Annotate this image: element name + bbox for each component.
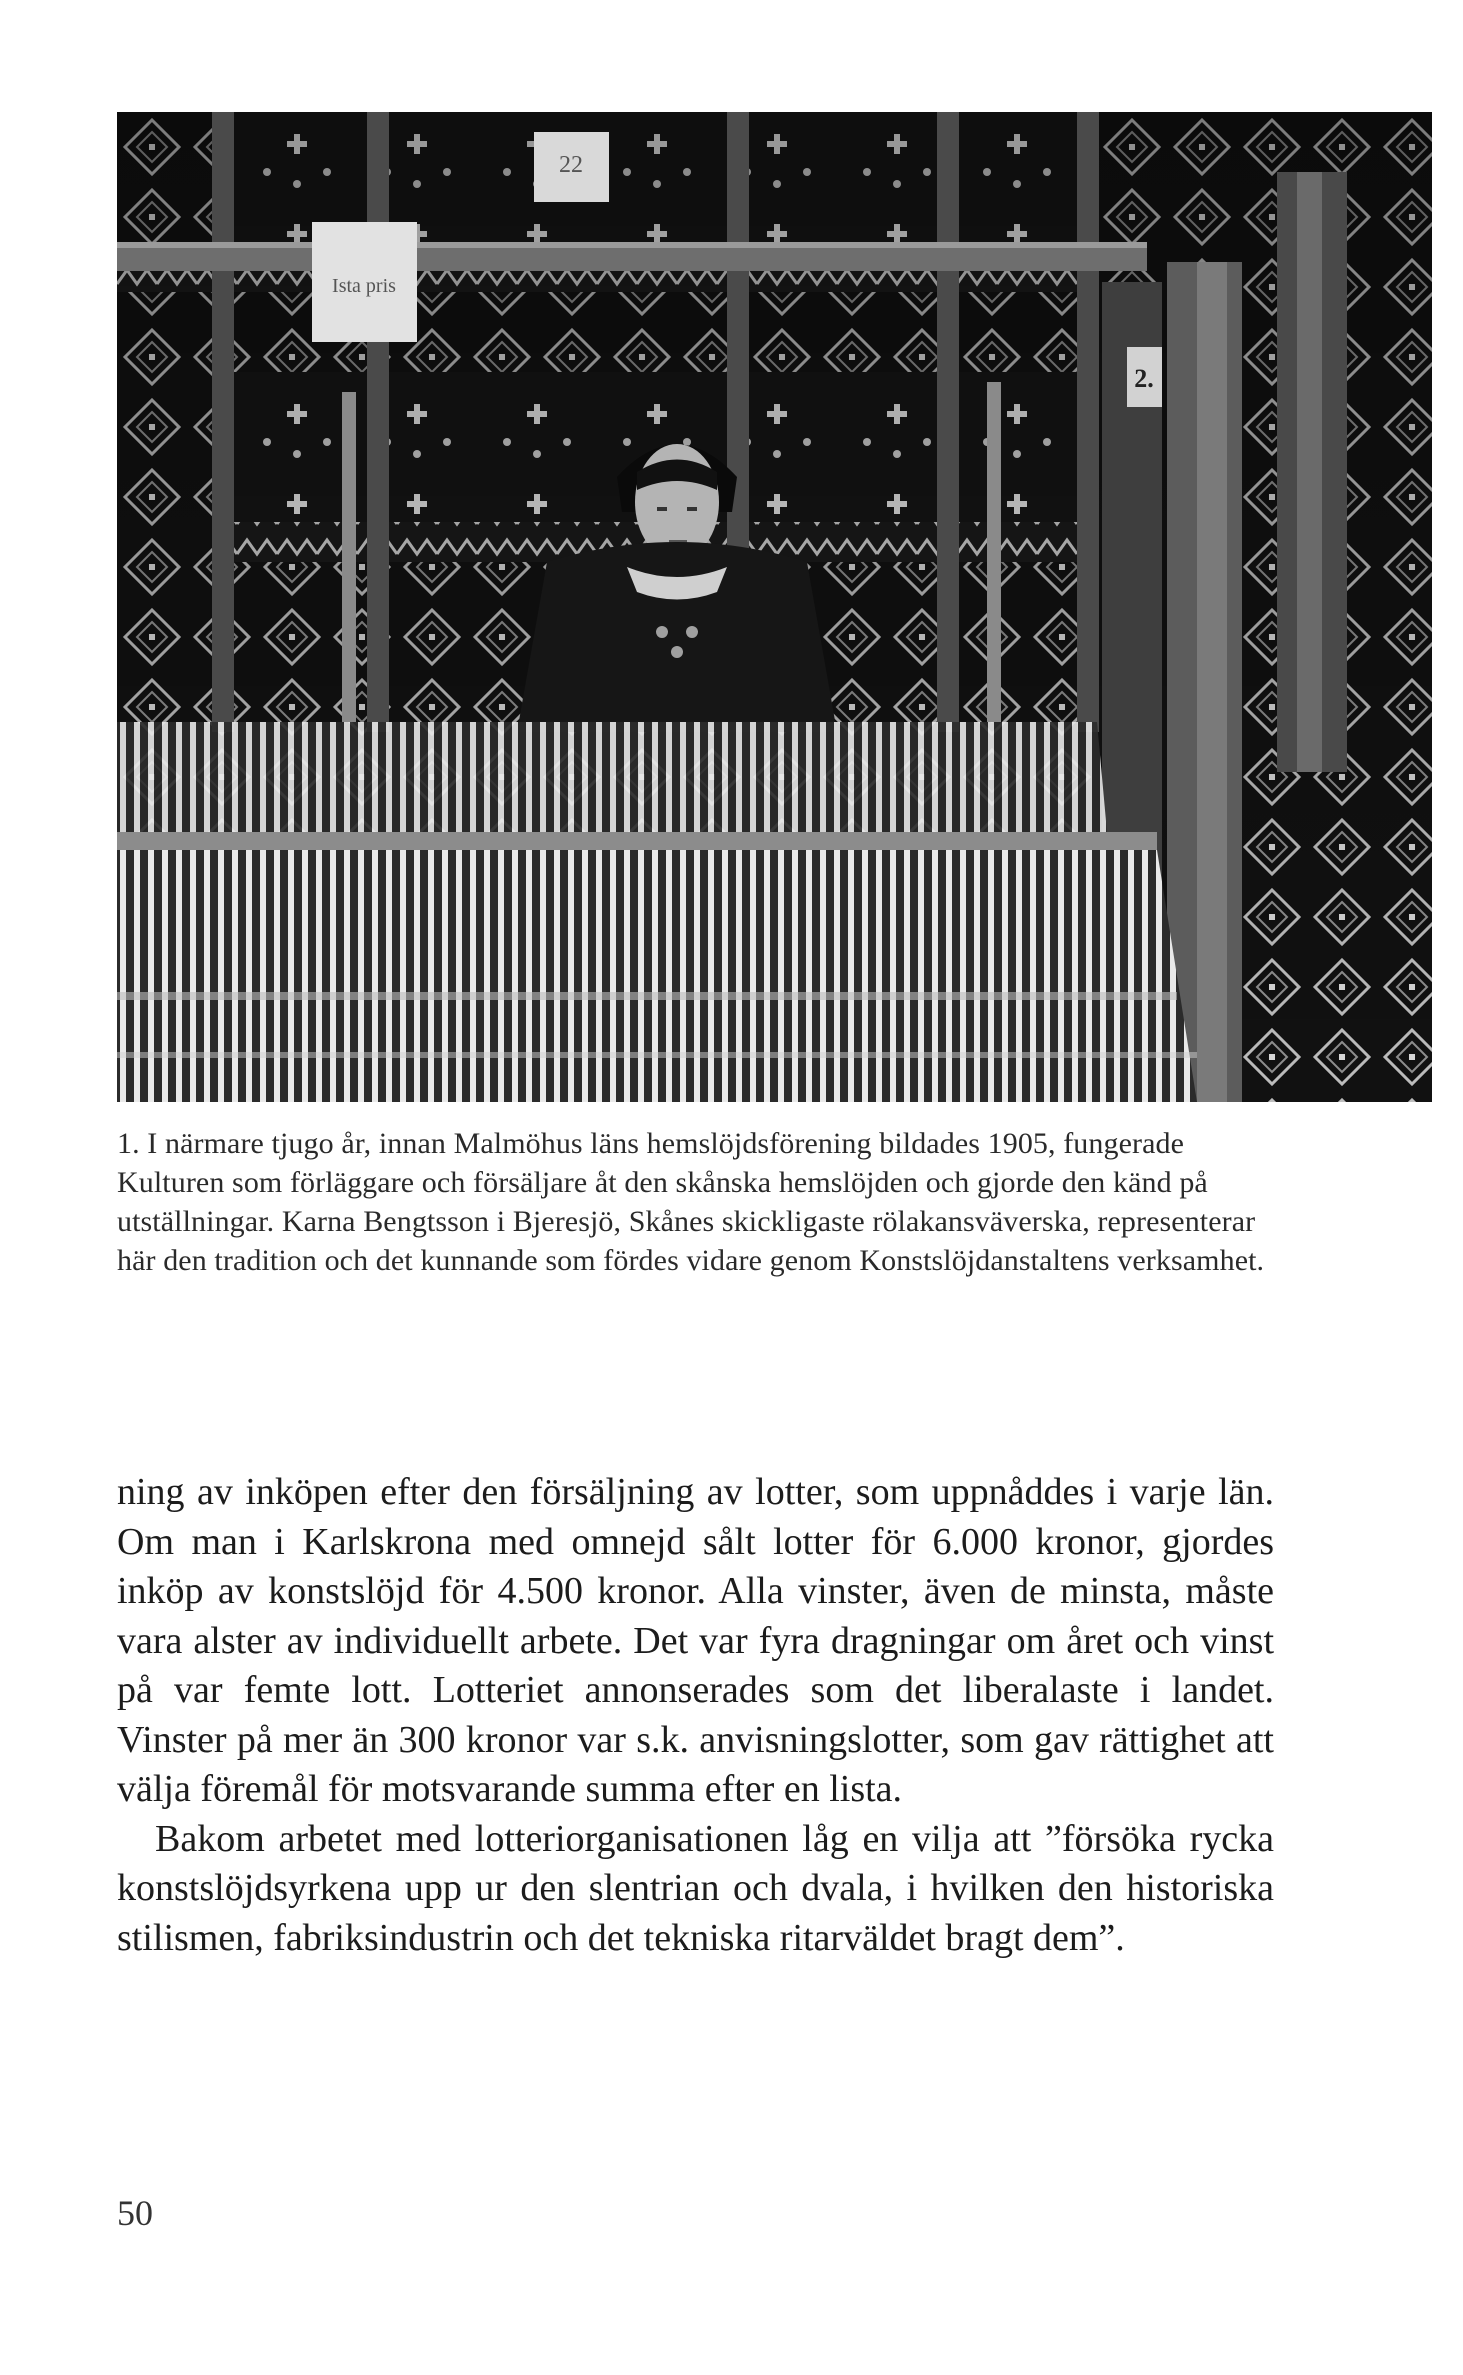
photograph-drawing <box>117 112 1432 1102</box>
price-sign-left-label: Ista pris <box>332 275 396 297</box>
price-sign-left <box>312 222 417 342</box>
price-sign-top <box>534 132 609 202</box>
photograph-weaver-at-loom <box>117 112 1432 1102</box>
page-number: 50 <box>117 2193 153 2233</box>
figure-caption-text: 1. I närmare tjugo år, innan Malmöhus läns hemslöjdsförening bildades 1905, fungerade Kulturen som förläggare och försäljare åt den skånska hemslöjden och gjorde den känd på utställningar. Karna Bengtsson i Bjeresjö, Skånes skickligaste rölakansväverska, representerar här den tradition och det kunnande som fördes vidare genom Konstslöjdanstaltens verksamhet. <box>117 1127 1265 1277</box>
body-paragraph-2: Bakom arbetet med lotteriorganisationen låg en vilja att ”försöka rycka konstslöjdsyrkena upp ur den slentrian och dvala, i hvilken den historiska stilismen, fabriksindustrin och det tekniska ritarväldet bragt dem”. <box>117 1817 1274 1959</box>
price-sign-right <box>1127 347 1162 407</box>
price-sign-top-label: 22 <box>559 152 583 178</box>
body-paragraph-1: ning av inköpen efter den försäljning av lotter, som uppnåddes i varje län. Om man i Karlskrona med omnejd sålt lotter för 6.000 kronor, gjordes inköp av konstslöjd för 4.500 kronor. Alla vinster, även de minsta, måste vara alster av individuellt arbete. Det var fyra dragningar om året och vinst på var femte lott. Lotteriet annonserades som det liberalaste i landet. Vinster på mer än 300 kronor var s.k. anvisningslotter, som gav rättighet att välja föremål för motsvarande summa efter en lista. <box>117 1471 1274 1810</box>
body-text <box>117 1468 1274 1963</box>
figure-caption <box>117 1124 1277 1280</box>
price-sign-right-label: 2. <box>1134 364 1154 393</box>
